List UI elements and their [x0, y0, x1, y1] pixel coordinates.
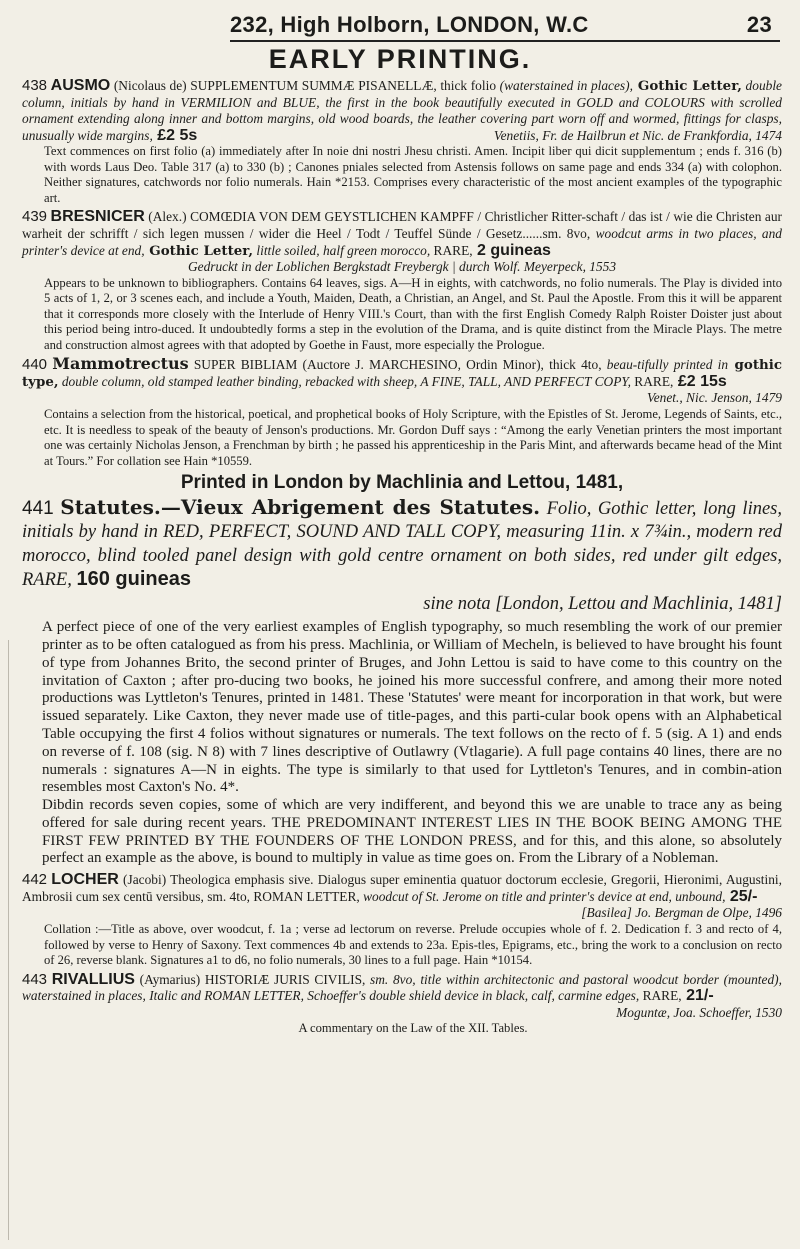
price: £2 5s: [152, 126, 198, 144]
lot-number: 439: [22, 208, 48, 226]
type-face: ROMAN LETTER,: [253, 888, 360, 904]
imprint: sine nota [London, Lettou and Machlinia, 1481]: [423, 593, 782, 614]
featured-heading: Printed in London by Machlinia and Lettou, 1481,: [180, 472, 624, 494]
price: £2 15s: [673, 372, 727, 390]
page-number: 23: [746, 12, 772, 37]
type-face: Gothic Letter,: [144, 242, 254, 259]
entry-text: Folio, Gothic letter, long lines, initials by hand in RED, PERFECT, SOUND AND TALL COPY, measuring 11in. x 7¾in., modern red morocco, blind tooled panel design with gold centre ornament on both sides, red under gilt edges, RARE,: [22, 498, 782, 591]
entry-description: [22, 496, 782, 593]
entry-description: [22, 78, 782, 144]
entry-description: [22, 354, 782, 406]
author-name: RIVALLIUS: [51, 970, 135, 988]
catalogue-body: [22, 78, 782, 1040]
entry-text: woodcut arms in two places, and printer's device at end,: [22, 225, 782, 258]
lot-number: 441: [22, 497, 54, 519]
catalogue-entry: [22, 209, 782, 353]
page-header: [220, 6, 780, 40]
imprint: Venet., Nic. Jenson, 1479: [647, 390, 782, 406]
entry-text: (waterstained in places),: [499, 78, 633, 93]
entry-text: (Nicolaus de): [113, 78, 191, 93]
type-face: gothic type,: [22, 357, 782, 390]
entry-description: [22, 970, 782, 1020]
rarity: RARE,: [630, 373, 674, 389]
price: 2 guineas: [472, 241, 551, 259]
imprint: Gedruckt in der Loblichen Bergkstadt Freybergk | durch Wolf. Meyerpeck, 1553: [187, 259, 617, 275]
header-address: 232, High Holborn, LONDON, W.C: [230, 12, 589, 37]
catalogue-entry: [22, 872, 782, 968]
lot-number: 442: [22, 871, 48, 889]
header-rule: [230, 40, 780, 42]
book-title: SUPPLEMENTUM SUMMÆ PISANELLÆ,: [190, 78, 437, 93]
book-title: HISTORIÆ JURIS CIVILIS,: [204, 971, 366, 987]
book-title: COMŒDIA VON DEM GEYSTLICHEN KAMPFF: [190, 209, 474, 225]
featured-entry: [22, 496, 782, 617]
price: 21/-: [681, 987, 714, 1005]
entry-text: double column, old stamped leather binding, rebacked with sheep, A FINE, TALL, AND PERFECT COPY,: [58, 373, 631, 389]
section-title: EARLY PRINTING.: [268, 44, 532, 74]
catalogue-entry: [22, 972, 782, 1037]
imprint: [Basilea] Jo. Bergman de Olpe, 1496: [581, 905, 782, 921]
entry-text: little soiled, half green morocco,: [253, 242, 431, 258]
lot-number: 443: [22, 970, 48, 988]
catalogue-entry: [22, 78, 782, 206]
margin-shadow: [8, 640, 9, 1240]
rarity: RARE,: [430, 242, 473, 258]
entry-description: [22, 872, 782, 905]
entry-text: sm. 8vo, title within architectonic and pastoral woodcut border (mounted), waterstained in places, Italic and ROMAN LETTER, Schoeffer's double shield device in black, calf, carmine edges,: [22, 971, 782, 1004]
entry-text: double column, initials by hand in VERMILION and BLUE, the first in the book beautifully executed in GOLD and COLOURS with scrolled ornament extending along inner and bottom margins, old wood boards, the leather covering part worn off and wormed, fittings for clasps, unusually wide margins,: [22, 78, 783, 143]
book-title: Statutes.—Vieux Abrigement des Statutes.: [60, 494, 541, 519]
entry-notes: A commentary on the Law of the XII. Tables.: [298, 1021, 528, 1036]
rarity: RARE,: [639, 988, 682, 1004]
entry-text: (Jacobi) Theologica emphasis sive. Dialogus super eminentia quatuor doctorum ecclesie, Gregorii, Hieronimi, Augustini, Ambrosii cum sex centū versibus, sm. 4to,: [22, 872, 782, 904]
entry-text: thick folio: [436, 78, 500, 93]
entry-notes: Appears to be unknown to bibliographers. Contains 64 leaves, sigs. A—H in eights, with catchwords, no folio numerals. The Play is divided into 5 acts of 1, 2, or 3 scenes each, and include a Youth, Maiden, Death, a Christian, an Angel, and St. Paul the Apostle. From this it will be apparent that it corresponds more closely with the Interlude of Henry VIII.'s Court, than with the first English Comedy Ralph Roister Doister just about this period being intro-duced. It undoubtedly forms a step in the evolution of the Drama, and is quite distinct from the Miracle Plays. The metre and construction almost agrees with that adopted by Goethe in Faust, more especially the Prologue.: [44, 275, 782, 352]
author-name: LOCHER: [51, 871, 119, 889]
catalogue-entry: [22, 356, 782, 469]
entry-text: (Auctore J. MARCHESINO, Ordin Minor), thick 4to,: [297, 357, 607, 373]
entry-text: (Aymarius): [139, 971, 205, 987]
entry-notes: Contains a selection from the historical, poetical, and prophetical books of Holy Scripture, with the Epistles of St. Jerome, Legends of Saints, etc., etc. It is needless to speak of the beauty of Jenson's productions. Mr. Gordon Duff says : “Among the early Venetian printers the most important one was certainly Nicholas Jenson, a Frenchman by birth ; he passed his apprenticeship in the Paris Mint, and afterwards became head of the Mint at Tours.” For collation see Hain *10559.: [44, 407, 782, 468]
entry-text: / Christlicher Ritter-schaft / das ist / wie die Christen aur warheit der schrifft / sich legen mussen / wider die Heel / Todt / Teuffel Sünde / Gesetz......sm. 8vo,: [22, 209, 782, 241]
entry-text: beau-tifully printed in: [606, 357, 729, 373]
entry-description: [22, 209, 782, 259]
author-name: Mammotrectus: [52, 354, 189, 374]
entry-text: (Alex.): [148, 209, 191, 225]
entry-notes: Text commences on first folio (a) immediately after In noie dni nostri Jhesu christi. Amen. Incipit liber qui dicit supplementum ; ends f. 316 (b) with words Laus Deo. Table 317 (a) to 330 (b) ; Canones pniales selected from Astensis follows on same page and ends 334 (a) with colophon. Neither signatures, catchwords nor folio numerals. Hain *2153. Comprises every characteristic of the most ancient examples of the typographic art.: [44, 144, 782, 205]
type-face: Gothic Letter,: [632, 78, 742, 94]
author-name: AUSMO: [50, 77, 111, 94]
price: 160 guineas: [76, 568, 191, 591]
price: 25/-: [725, 887, 758, 905]
featured-notes: Dibdin records seven copies, some of which are very indifferent, and beyond this we are unable to trace any as being offered for sale during recent years. THE PREDOMINANT INTEREST LIES IN THE BOOK BEING AMONG THE FIRST FEW PRINTED BY THE FOUNDERS OF THE LONDON PRESS, and for this, and this alone, so absolutely perfect an example as the above, is bound to multiply in value as time goes on. From the Library of a Nobleman.: [42, 797, 782, 867]
imprint: Moguntæ, Joa. Schoeffer, 1530: [616, 1004, 782, 1020]
lot-number: 440: [22, 356, 48, 374]
entry-notes: Collation :—Title as above, over woodcut, f. 1a ; verse ad lectorum on reverse. Prelude occupies whole of f. 2. Dedication f. 3 and recto of 4, followed by verse to Henry of Saxony. Text commences 4b and extends to 23a. Epis-tles, Epigrams, etc., bring the work to a conclusion on recto of 26, reverse blank. Signatures a1 to d6, no folio numerals, 30 lines to a full page. Hain *10154.: [44, 922, 782, 968]
entry-text: woodcut of St. Jerome on title and printer's device at end, unbound,: [359, 888, 726, 904]
imprint: Venetiis, Fr. de Hailbrun et Nic. de Frankfordia, 1474: [493, 127, 782, 143]
lot-number: 438: [22, 77, 48, 94]
book-title: SUPER BIBLIAM: [193, 357, 298, 373]
author-name: BRESNICER: [50, 208, 145, 226]
featured-notes: A perfect piece of one of the very earliest examples of English typography, so much resembling the work of our premier printer as to be often catalogued as from his press. Machlinia, or William of Mecheln, is believed to have brought his fount of type from Johannes Brito, the second printer of Bruges, and John Lettou is said to have come to this country on the invitation of Caxton ; after pro-ducing two books, he joined his more successful confrere, and among their more noted productions was Lyttleton's Tenures, printed in 1481. These 'Statutes' were meant for incorporation in that work, but were issued separately. Like Caxton, they never made use of title-pages, and this parti-cular book opens with an Alphabetical Table occupying the first 4 folios without signatures or numerals. The text follows on the recto of f. 5 (sig. A 1) and ends on reverse of f. 108 (sig. N 8) with 7 lines descriptive of Outlawry (Vtlagarie). A full page contains 40 lines, there are no numerals : signatures A—N in eights. The type is similarly to that used for Lyttleton's Tenures, and in combin-ation resembles most Caxton's No. 4*.: [42, 619, 782, 796]
